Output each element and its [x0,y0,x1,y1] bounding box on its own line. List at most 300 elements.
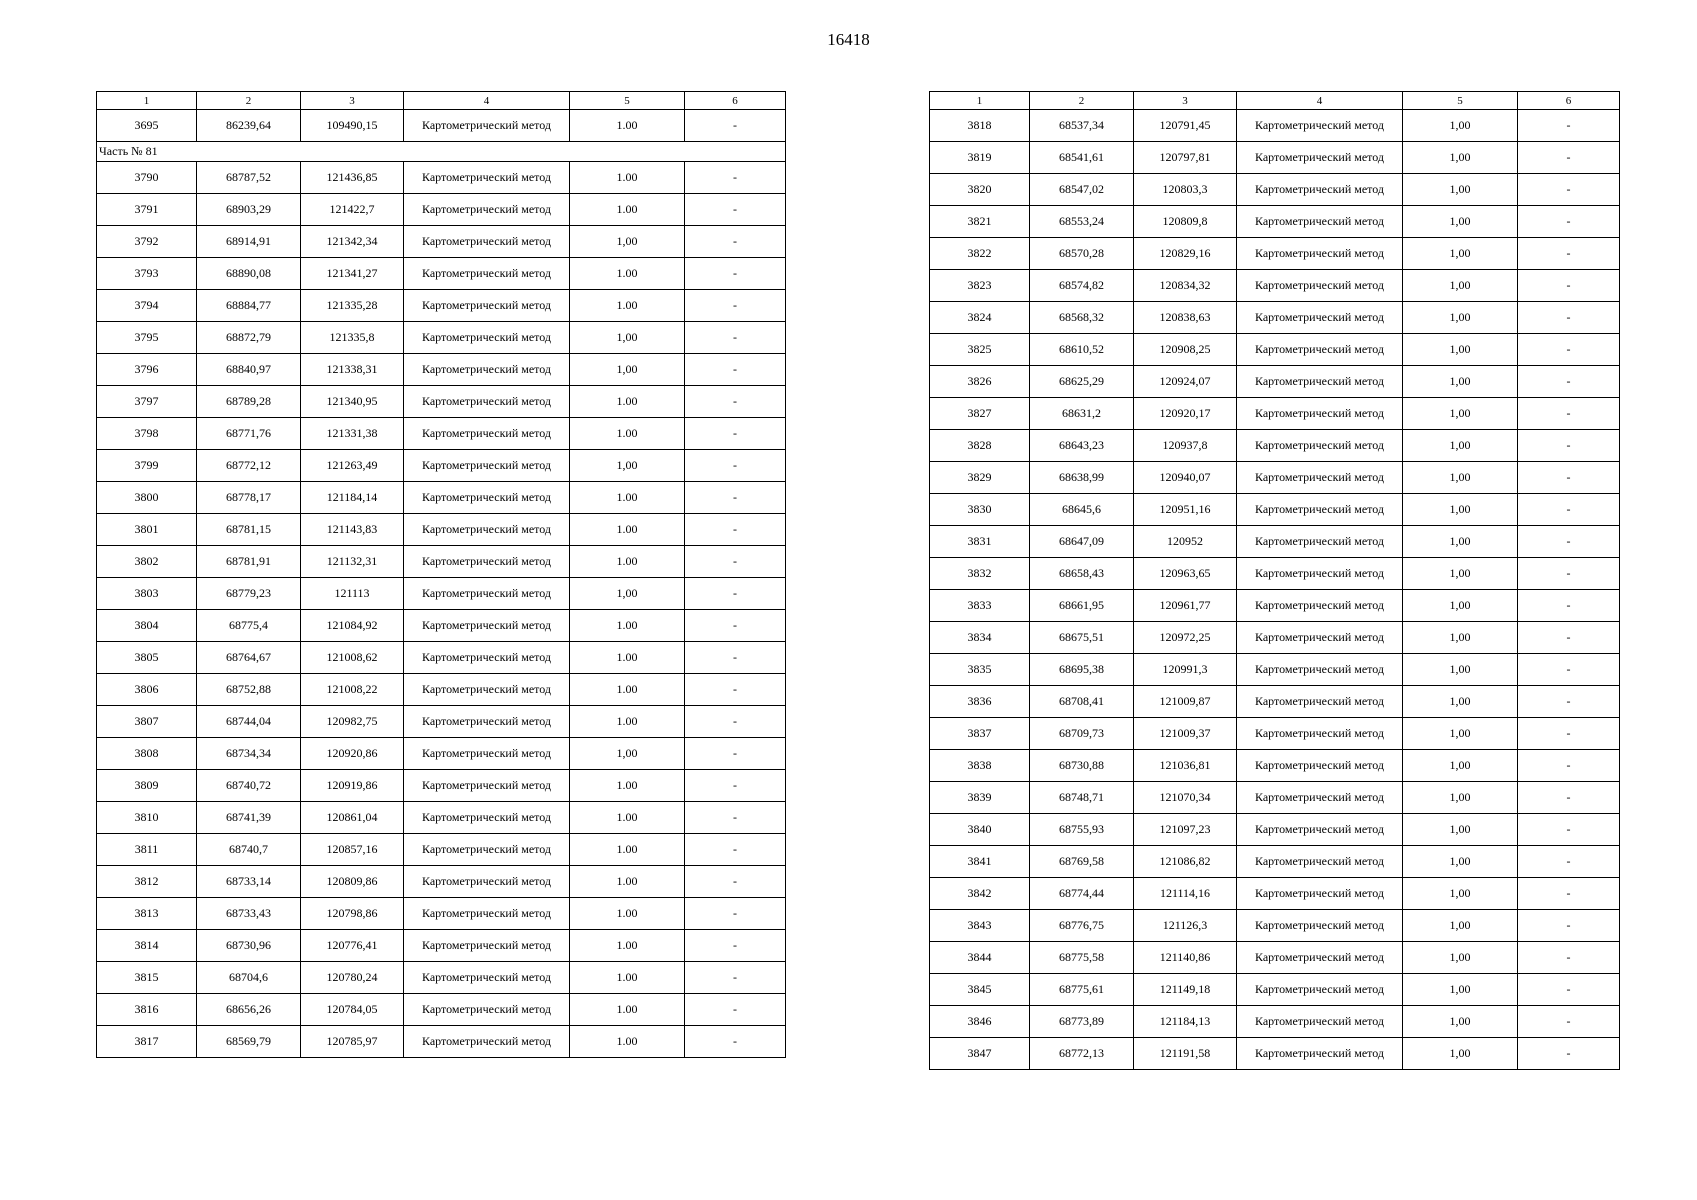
method-cell: Картометрический метод [1237,686,1403,718]
accuracy-cell: 1,00 [570,354,685,386]
point-number-cell: 3806 [97,674,197,706]
accuracy-cell: 1,00 [1403,174,1518,206]
description-cell: - [1518,590,1620,622]
method-cell: Картометрический метод [404,450,570,482]
point-number-cell: 3791 [97,194,197,226]
column-header: 6 [1518,92,1620,110]
y-coordinate-cell: 120776,41 [301,930,404,962]
accuracy-cell: 1,00 [1403,238,1518,270]
y-coordinate-cell: 121436,85 [301,162,404,194]
point-number-cell: 3844 [930,942,1030,974]
point-number-cell: 3802 [97,546,197,578]
x-coordinate-cell: 68569,79 [197,1026,301,1058]
y-coordinate-cell: 121009,87 [1134,686,1237,718]
point-number-cell: 3820 [930,174,1030,206]
method-cell: Картометрический метод [404,418,570,450]
table-row [930,430,1620,462]
accuracy-cell: 1.00 [570,994,685,1026]
description-cell: - [685,802,786,834]
y-coordinate-cell: 120809,8 [1134,206,1237,238]
method-cell: Картометрический метод [1237,398,1403,430]
accuracy-cell: 1.00 [570,610,685,642]
x-coordinate-cell: 68695,38 [1030,654,1134,686]
accuracy-cell: 1,00 [1403,654,1518,686]
accuracy-cell: 1,00 [1403,558,1518,590]
description-cell: - [685,738,786,770]
column-header: 4 [404,92,570,110]
point-number-cell: 3793 [97,258,197,290]
accuracy-cell: 1.00 [570,110,685,142]
x-coordinate-cell: 68570,28 [1030,238,1134,270]
column-header: 1 [930,92,1030,110]
method-cell: Картометрический метод [1237,654,1403,686]
point-number-cell: 3832 [930,558,1030,590]
accuracy-cell: 1,00 [1403,270,1518,302]
y-coordinate-cell: 121113 [301,578,404,610]
x-coordinate-cell: 68643,23 [1030,430,1134,462]
accuracy-cell: 1,00 [1403,942,1518,974]
x-coordinate-cell: 68645,6 [1030,494,1134,526]
point-number-cell: 3845 [930,974,1030,1006]
y-coordinate-cell: 120791,45 [1134,110,1237,142]
method-cell: Картометрический метод [404,322,570,354]
method-cell: Картометрический метод [404,546,570,578]
table-row [930,590,1620,622]
point-number-cell: 3801 [97,514,197,546]
point-number-cell: 3807 [97,706,197,738]
description-cell: - [1518,430,1620,462]
y-coordinate-cell: 120952 [1134,526,1237,558]
method-cell: Картометрический метод [1237,1038,1403,1070]
description-cell: - [685,642,786,674]
accuracy-cell: 1,00 [570,738,685,770]
method-cell: Картометрический метод [1237,526,1403,558]
point-number-cell: 3817 [97,1026,197,1058]
description-cell: - [685,450,786,482]
description-cell: - [1518,654,1620,686]
y-coordinate-cell: 121009,37 [1134,718,1237,750]
x-coordinate-cell: 68778,17 [197,482,301,514]
accuracy-cell: 1,00 [1403,1006,1518,1038]
table-row [930,558,1620,590]
description-cell: - [1518,366,1620,398]
x-coordinate-cell: 68547,02 [1030,174,1134,206]
method-cell: Картометрический метод [404,482,570,514]
y-coordinate-cell: 120785,97 [301,1026,404,1058]
table-row [97,322,786,354]
method-cell: Картометрический метод [404,898,570,930]
table-row [930,910,1620,942]
x-coordinate-cell: 68730,88 [1030,750,1134,782]
accuracy-cell: 1,00 [1403,750,1518,782]
y-coordinate-cell: 120784,05 [301,994,404,1026]
y-coordinate-cell: 120834,32 [1134,270,1237,302]
description-cell: - [1518,686,1620,718]
table-row [930,686,1620,718]
table-row [930,238,1620,270]
column-header: 2 [1030,92,1134,110]
x-coordinate-cell: 68638,99 [1030,462,1134,494]
x-coordinate-cell: 68741,39 [197,802,301,834]
point-number-cell: 3833 [930,590,1030,622]
description-cell: - [685,930,786,962]
accuracy-cell: 1.00 [570,546,685,578]
description-cell: - [685,770,786,802]
accuracy-cell: 1.00 [570,290,685,322]
method-cell: Картометрический метод [1237,974,1403,1006]
x-coordinate-cell: 68779,23 [197,578,301,610]
method-cell: Картометрический метод [404,866,570,898]
y-coordinate-cell: 121340,95 [301,386,404,418]
y-coordinate-cell: 121114,16 [1134,878,1237,910]
table-row [97,674,786,706]
column-header: 5 [570,92,685,110]
description-cell: - [685,514,786,546]
x-coordinate-cell: 68772,12 [197,450,301,482]
x-coordinate-cell: 68764,67 [197,642,301,674]
x-coordinate-cell: 68675,51 [1030,622,1134,654]
x-coordinate-cell: 68733,43 [197,898,301,930]
y-coordinate-cell: 121008,22 [301,674,404,706]
description-cell: - [685,290,786,322]
point-number-cell: 3818 [930,110,1030,142]
description-cell: - [1518,622,1620,654]
table-row [930,942,1620,974]
method-cell: Картометрический метод [1237,590,1403,622]
table-row [930,846,1620,878]
method-cell: Картометрический метод [1237,750,1403,782]
y-coordinate-cell: 120982,75 [301,706,404,738]
accuracy-cell: 1,00 [1403,910,1518,942]
description-cell: - [1518,814,1620,846]
point-number-cell: 3841 [930,846,1030,878]
method-cell: Картометрический метод [1237,814,1403,846]
column-header: 3 [301,92,404,110]
description-cell: - [685,162,786,194]
description-cell: - [685,866,786,898]
accuracy-cell: 1.00 [570,482,685,514]
description-cell: - [1518,910,1620,942]
table-body-right [930,110,1620,1070]
table-row [930,814,1620,846]
table-row [97,194,786,226]
method-cell: Картометрический метод [1237,174,1403,206]
point-number-cell: 3831 [930,526,1030,558]
x-coordinate-cell: 68631,2 [1030,398,1134,430]
accuracy-cell: 1,00 [1403,974,1518,1006]
y-coordinate-cell: 120919,86 [301,770,404,802]
table-row [97,994,786,1026]
x-coordinate-cell: 68775,58 [1030,942,1134,974]
x-coordinate-cell: 68704,6 [197,962,301,994]
y-coordinate-cell: 121097,23 [1134,814,1237,846]
x-coordinate-cell: 68775,4 [197,610,301,642]
method-cell: Картометрический метод [1237,430,1403,462]
accuracy-cell: 1.00 [570,930,685,962]
accuracy-cell: 1,00 [1403,366,1518,398]
method-cell: Картометрический метод [404,642,570,674]
description-cell: - [1518,878,1620,910]
x-coordinate-cell: 68903,29 [197,194,301,226]
y-coordinate-cell: 121335,28 [301,290,404,322]
y-coordinate-cell: 121140,86 [1134,942,1237,974]
table-row [97,514,786,546]
x-coordinate-cell: 68748,71 [1030,782,1134,814]
table-row [97,162,786,194]
accuracy-cell: 1,00 [1403,526,1518,558]
x-coordinate-cell: 68730,96 [197,930,301,962]
y-coordinate-cell: 120937,8 [1134,430,1237,462]
method-cell: Картометрический метод [1237,238,1403,270]
accuracy-cell: 1.00 [570,418,685,450]
method-cell: Картометрический метод [1237,366,1403,398]
column-header: 6 [685,92,786,110]
description-cell: - [1518,334,1620,366]
y-coordinate-cell: 120798,86 [301,898,404,930]
column-header: 5 [1403,92,1518,110]
x-coordinate-cell: 68541,61 [1030,142,1134,174]
description-cell: - [1518,846,1620,878]
y-coordinate-cell: 121184,14 [301,482,404,514]
description-cell: - [1518,526,1620,558]
point-number-cell: 3828 [930,430,1030,462]
y-coordinate-cell: 121184,13 [1134,1006,1237,1038]
x-coordinate-cell: 68568,32 [1030,302,1134,334]
table-row [930,110,1620,142]
table-row [97,866,786,898]
point-number-cell: 3834 [930,622,1030,654]
table-row [930,1006,1620,1038]
point-number-cell: 3804 [97,610,197,642]
description-cell: - [685,834,786,866]
point-number-cell: 3812 [97,866,197,898]
point-number-cell: 3825 [930,334,1030,366]
accuracy-cell: 1,00 [1403,718,1518,750]
method-cell: Картометрический метод [404,674,570,706]
x-coordinate-cell: 68769,58 [1030,846,1134,878]
y-coordinate-cell: 121149,18 [1134,974,1237,1006]
x-coordinate-cell: 68775,61 [1030,974,1134,1006]
point-number-cell: 3808 [97,738,197,770]
accuracy-cell: 1,00 [1403,334,1518,366]
description-cell: - [685,898,786,930]
point-number-cell: 3826 [930,366,1030,398]
table-row [930,526,1620,558]
column-header: 2 [197,92,301,110]
x-coordinate-cell: 68776,75 [1030,910,1134,942]
point-number-cell: 3794 [97,290,197,322]
accuracy-cell: 1,00 [1403,878,1518,910]
column-header: 1 [97,92,197,110]
table-row [97,930,786,962]
x-coordinate-cell: 68658,43 [1030,558,1134,590]
point-number-cell: 3798 [97,418,197,450]
table-row [930,270,1620,302]
accuracy-cell: 1.00 [570,866,685,898]
table-row [930,334,1620,366]
table-row [930,1038,1620,1070]
y-coordinate-cell: 120951,16 [1134,494,1237,526]
accuracy-cell: 1.00 [570,258,685,290]
y-coordinate-cell: 120857,16 [301,834,404,866]
x-coordinate-cell: 68789,28 [197,386,301,418]
description-cell: - [1518,110,1620,142]
y-coordinate-cell: 121263,49 [301,450,404,482]
description-cell: - [1518,1006,1620,1038]
method-cell: Картометрический метод [404,110,570,142]
accuracy-cell: 1,00 [1403,142,1518,174]
description-cell: - [685,418,786,450]
description-cell: - [1518,270,1620,302]
method-cell: Картометрический метод [1237,878,1403,910]
x-coordinate-cell: 68781,91 [197,546,301,578]
method-cell: Картометрический метод [404,962,570,994]
point-number-cell: 3695 [97,110,197,142]
description-cell: - [1518,942,1620,974]
accuracy-cell: 1.00 [570,770,685,802]
table-row [930,878,1620,910]
method-cell: Картометрический метод [404,386,570,418]
x-coordinate-cell: 68625,29 [1030,366,1134,398]
point-number-cell: 3829 [930,462,1030,494]
method-cell: Картометрический метод [404,226,570,258]
y-coordinate-cell: 120963,65 [1134,558,1237,590]
y-coordinate-cell: 121331,38 [301,418,404,450]
method-cell: Картометрический метод [404,610,570,642]
column-header: 4 [1237,92,1403,110]
header-row [97,92,786,110]
point-number-cell: 3792 [97,226,197,258]
accuracy-cell: 1,00 [1403,110,1518,142]
point-number-cell: 3847 [930,1038,1030,1070]
x-coordinate-cell: 68773,89 [1030,1006,1134,1038]
table-row [930,302,1620,334]
description-cell: - [685,962,786,994]
point-number-cell: 3822 [930,238,1030,270]
point-number-cell: 3811 [97,834,197,866]
part-heading-row [97,142,786,162]
x-coordinate-cell: 68774,44 [1030,878,1134,910]
method-cell: Картометрический метод [404,930,570,962]
point-number-cell: 3836 [930,686,1030,718]
method-cell: Картометрический метод [1237,462,1403,494]
description-cell: - [1518,142,1620,174]
method-cell: Картометрический метод [1237,622,1403,654]
table-row [97,578,786,610]
table-row [97,610,786,642]
method-cell: Картометрический метод [404,834,570,866]
point-number-cell: 3843 [930,910,1030,942]
accuracy-cell: 1.00 [570,802,685,834]
table-row [930,718,1620,750]
method-cell: Картометрический метод [404,514,570,546]
accuracy-cell: 1,00 [570,578,685,610]
x-coordinate-cell: 68884,77 [197,290,301,322]
y-coordinate-cell: 121338,31 [301,354,404,386]
x-coordinate-cell: 68647,09 [1030,526,1134,558]
method-cell: Картометрический метод [1237,110,1403,142]
method-cell: Картометрический метод [1237,558,1403,590]
point-number-cell: 3824 [930,302,1030,334]
x-coordinate-cell: 68890,08 [197,258,301,290]
point-number-cell: 3842 [930,878,1030,910]
description-cell: - [1518,494,1620,526]
point-number-cell: 3838 [930,750,1030,782]
method-cell: Картометрический метод [404,994,570,1026]
point-number-cell: 3796 [97,354,197,386]
accuracy-cell: 1,00 [1403,302,1518,334]
description-cell: - [685,994,786,1026]
table-row [930,206,1620,238]
point-number-cell: 3805 [97,642,197,674]
point-number-cell: 3821 [930,206,1030,238]
method-cell: Картометрический метод [1237,302,1403,334]
x-coordinate-cell: 68840,97 [197,354,301,386]
method-cell: Картометрический метод [404,738,570,770]
x-coordinate-cell: 68656,26 [197,994,301,1026]
x-coordinate-cell: 68740,7 [197,834,301,866]
method-cell: Картометрический метод [1237,270,1403,302]
y-coordinate-cell: 121036,81 [1134,750,1237,782]
point-number-cell: 3816 [97,994,197,1026]
accuracy-cell: 1,00 [1403,686,1518,718]
accuracy-cell: 1,00 [570,450,685,482]
y-coordinate-cell: 120908,25 [1134,334,1237,366]
point-number-cell: 3813 [97,898,197,930]
coordinates-table-right [929,91,1620,1070]
accuracy-cell: 1.00 [570,674,685,706]
header-row [930,92,1620,110]
description-cell: - [685,226,786,258]
method-cell: Картометрический метод [1237,910,1403,942]
x-coordinate-cell: 68708,41 [1030,686,1134,718]
accuracy-cell: 1.00 [570,706,685,738]
method-cell: Картометрический метод [404,1026,570,1058]
y-coordinate-cell: 120780,24 [301,962,404,994]
method-cell: Картометрический метод [1237,334,1403,366]
accuracy-cell: 1.00 [570,898,685,930]
y-coordinate-cell: 120861,04 [301,802,404,834]
y-coordinate-cell: 121070,34 [1134,782,1237,814]
table-row [930,174,1620,206]
y-coordinate-cell: 121008,62 [301,642,404,674]
point-number-cell: 3809 [97,770,197,802]
x-coordinate-cell: 68661,95 [1030,590,1134,622]
description-cell: - [685,578,786,610]
table-row [97,642,786,674]
table-row [97,1026,786,1058]
point-number-cell: 3810 [97,802,197,834]
table-row [930,654,1620,686]
x-coordinate-cell: 68772,13 [1030,1038,1134,1070]
description-cell: - [685,322,786,354]
accuracy-cell: 1.00 [570,386,685,418]
x-coordinate-cell: 68781,15 [197,514,301,546]
y-coordinate-cell: 121335,8 [301,322,404,354]
accuracy-cell: 1.00 [570,642,685,674]
y-coordinate-cell: 120803,3 [1134,174,1237,206]
description-cell: - [1518,462,1620,494]
x-coordinate-cell: 68709,73 [1030,718,1134,750]
table-row [97,802,786,834]
table-row [97,706,786,738]
method-cell: Картометрический метод [1237,942,1403,974]
coordinates-table-left [96,91,786,1058]
point-number-cell: 3815 [97,962,197,994]
x-coordinate-cell: 68733,14 [197,866,301,898]
description-cell: - [685,110,786,142]
table-body-left [97,110,786,1058]
